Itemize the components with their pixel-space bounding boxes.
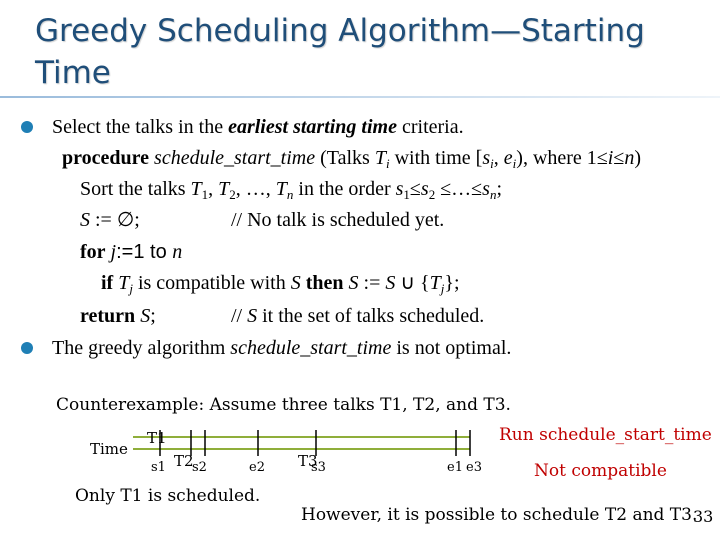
run-label: Run schedule_start_time	[499, 425, 712, 445]
pseudo-line-6: return S;	[80, 305, 156, 327]
label-e1: e1	[447, 460, 463, 475]
procedure-name: schedule_start_time	[154, 147, 316, 169]
keyword-if: if	[101, 272, 114, 294]
page-number: 33	[693, 507, 714, 526]
label-t1: T1	[147, 429, 167, 447]
label-s1: s1	[151, 460, 166, 475]
counterexample-text: Counterexample: Assume three talks T1, T2, and T3.	[56, 395, 511, 415]
label-t2: T2	[174, 452, 194, 470]
keyword-procedure: procedure	[62, 147, 150, 169]
keyword-for: for	[80, 241, 106, 263]
bullet-1-emphasis: earliest starting time	[228, 116, 397, 138]
label-s2: s2	[192, 460, 207, 475]
bullet-1-text: Select the talks in the	[52, 116, 229, 138]
pseudo-line-5: if $T_j$ is compatible with S then S := S ∪ $\{T_j\}$;	[101, 272, 460, 296]
slide-title: Greedy Scheduling Algorithm—Starting Time	[35, 13, 645, 91]
not-compatible-label: Not compatible	[534, 461, 667, 481]
only-t1-text: Only T1 is scheduled.	[75, 486, 261, 506]
pseudo-line-4: for j:=1 to n	[80, 241, 183, 263]
however-text: However, it is possible to schedule T2 and T3.	[301, 505, 698, 525]
label-t3: T3	[298, 452, 318, 470]
pseudo-comment-3: // No talk is scheduled yet.	[231, 209, 445, 231]
pseudo-line-3: S := ∅;	[80, 209, 140, 231]
label-s3: s3	[311, 460, 326, 475]
bullet-1-text-end: criteria.	[396, 116, 464, 138]
bullet-2-emphasis: schedule_start_time	[230, 337, 392, 359]
empty-set-symbol: ∅	[116, 209, 135, 231]
pseudo-line-1: procedure schedule_start_time (Talks $T_i$ with time [$s_i$, $e_i$), where 1≤i≤n)	[62, 147, 642, 171]
label-e3: e3	[466, 460, 482, 475]
keyword-then: then	[305, 272, 344, 294]
pseudo-comment-6: // S it the set of talks scheduled.	[231, 305, 485, 327]
keyword-return: return	[80, 305, 136, 327]
time-axis-label: Time	[90, 440, 128, 458]
pseudo-line-2: Sort the talks $T_1$, $T_2$, …, $T_n$ in the order $s_1\le s_2$ $\le\dots\le s_n$;	[80, 178, 502, 202]
bullet-2: The greedy algorithm schedule_start_time is not optimal.	[52, 337, 512, 359]
label-e2: e2	[249, 460, 265, 475]
